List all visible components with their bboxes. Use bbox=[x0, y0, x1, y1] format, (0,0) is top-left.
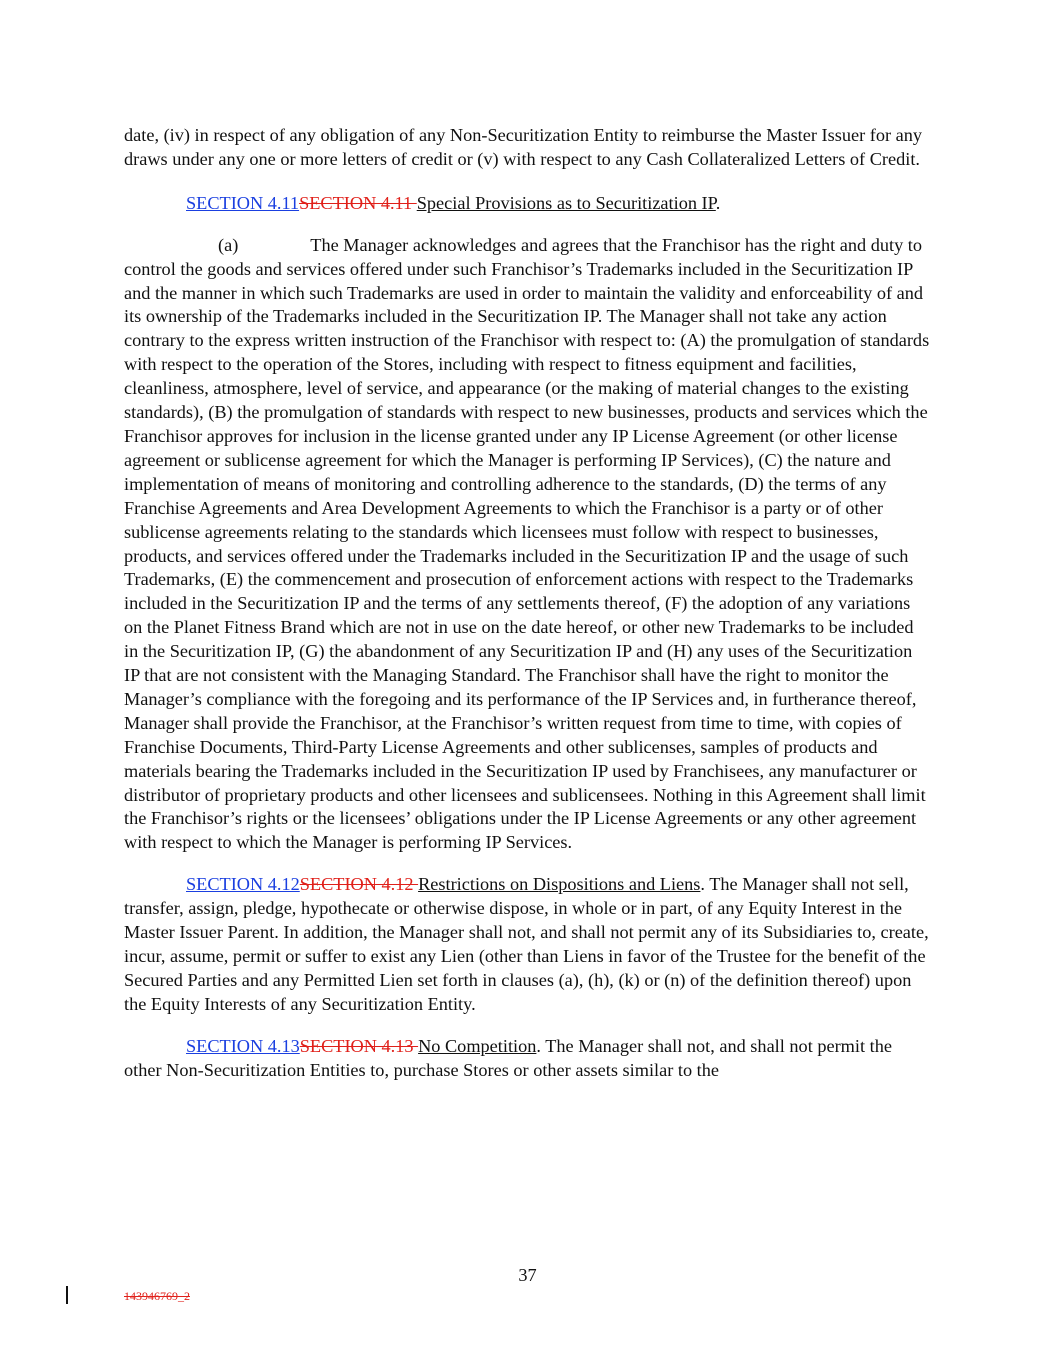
section-4-11-heading bbox=[124, 192, 932, 216]
section-4-13-body: . The Manager shall not, and shall not permit the other Non-Securitization Entities to, purchase Stores or other assets similar to the bbox=[124, 1035, 892, 1080]
subsection-a-label: (a) bbox=[218, 234, 239, 255]
section-4-11-period: . bbox=[715, 192, 721, 213]
page-number: 37 bbox=[518, 1265, 537, 1285]
section-4-13-deleted-number: SECTION 4.13 bbox=[299, 1035, 419, 1056]
section-4-11-inserted-number: SECTION 4.11 bbox=[186, 192, 300, 213]
subsection-a-text: The Manager acknowledges and agrees that the Franchisor has the right and duty to control the goods and services offered under such Franchisor’s Trademarks included in the Securitization IP and the manner in which such Trademarks are used in order to maintain the validity and enforceability of and its ownership of the Trademarks included in the Securitization IP. The Manager shall not take any action contrary to the express written instruction of the Franchisor with respect to: (A) the promulgation of standards with respect to the operation of the Stores, including with respect to fitness equipment and facilities, cleanliness, atmosphere, level of service, and appearance (or the making of material changes to the existing standards), (B) the promulgation of standards with respect to new businesses, products and services which the Franchisor approves for inclusion in the license granted under any IP License Agreement (or other license agreement or sublicense agreement for which the Manager is performing IP Services), (C) the nature and implementation of means of monitoring and controlling adherence to the standards, (D) the terms of any Franchise Agreements and Area Development Agreements to which the Franchisor is a party or of other sublicense agreements relating to the standards which licensees must follow with respect to businesses, products, and services offered under the Trademarks included in the Securitization IP and the usage of such Trademarks, (E) the commencement and prosecution of enforcement actions with respect to the Trademarks included in the Securitization IP and the terms of any settlements thereof, (F) the adoption of any variations on the Planet Fitness Brand which are not in use on the date hereof, or other new Trademarks to be included in the Securitization IP, (G) the abandonment of any Securitization IP and (H) any uses of the Securitization IP that are not consistent with the Managing Standard. The Franchisor shall have the right to monitor the Manager’s compliance with the foregoing and its performance of the IP Services and, in furtherance thereof, Manager shall provide the Franchisor, at the Franchisor’s written request from time to time, with copies of Franchise Documents, Third-Party License Agreements and other sublicenses, samples of products and materials bearing the Trademarks included in the Securitization IP used by Franchisees, any manufacturer or distributor of proprietary products and other licensees and sublicensees. Nothing in this Agreement shall limit the Franchisor’s rights or the licensees’ obligations under the IP License Agreements or any other agreement with respect to which the Manager is performing IP Services. bbox=[124, 234, 930, 853]
document-page bbox=[124, 124, 932, 1101]
section-4-11-deleted-number: SECTION 4.11 bbox=[299, 192, 417, 213]
section-4-11-title: Special Provisions as to Securitization IP bbox=[416, 192, 716, 213]
section-4-12-deleted-number: SECTION 4.12 bbox=[299, 874, 419, 895]
section-4-12-title: Restrictions on Dispositions and Liens bbox=[418, 874, 701, 895]
paragraph-continuation: date, (iv) in respect of any obligation of any Non-Securitization Entity to reimburse the Master Issuer for any draws under any one or more letters of credit or (v) with respect to any Cash Collateralized Letters of Credit. bbox=[124, 125, 923, 169]
section-4-13-inserted-number: SECTION 4.13 bbox=[186, 1035, 300, 1056]
section-4-12-paragraph bbox=[124, 873, 932, 1016]
section-4-12-body: . The Manager shall not sell, transfer, assign, pledge, hypothecate or otherwise dispose, in whole or in part, of any Equity Interest in the Master Issuer Parent. In addition, the Manager shall not, and shall not permit any of its Subsidiaries to, create, incur, assume, permit or suffer to exist any Lien (other than Liens in favor of the Trustee for the benefit of the Secured Parties and any Permitted Lien set forth in clauses (a), (h), (k) or (n) of the definition thereof) upon the Equity Interests of any Securitization Entity. bbox=[124, 874, 929, 1014]
section-4-13-paragraph bbox=[124, 1035, 932, 1083]
change-bar bbox=[66, 1286, 68, 1304]
subsection-a-paragraph bbox=[124, 234, 932, 856]
section-4-12-inserted-number: SECTION 4.12 bbox=[186, 874, 300, 895]
document-id: 143946769_2 bbox=[124, 1289, 190, 1303]
section-4-13-title: No Competition bbox=[418, 1035, 537, 1056]
